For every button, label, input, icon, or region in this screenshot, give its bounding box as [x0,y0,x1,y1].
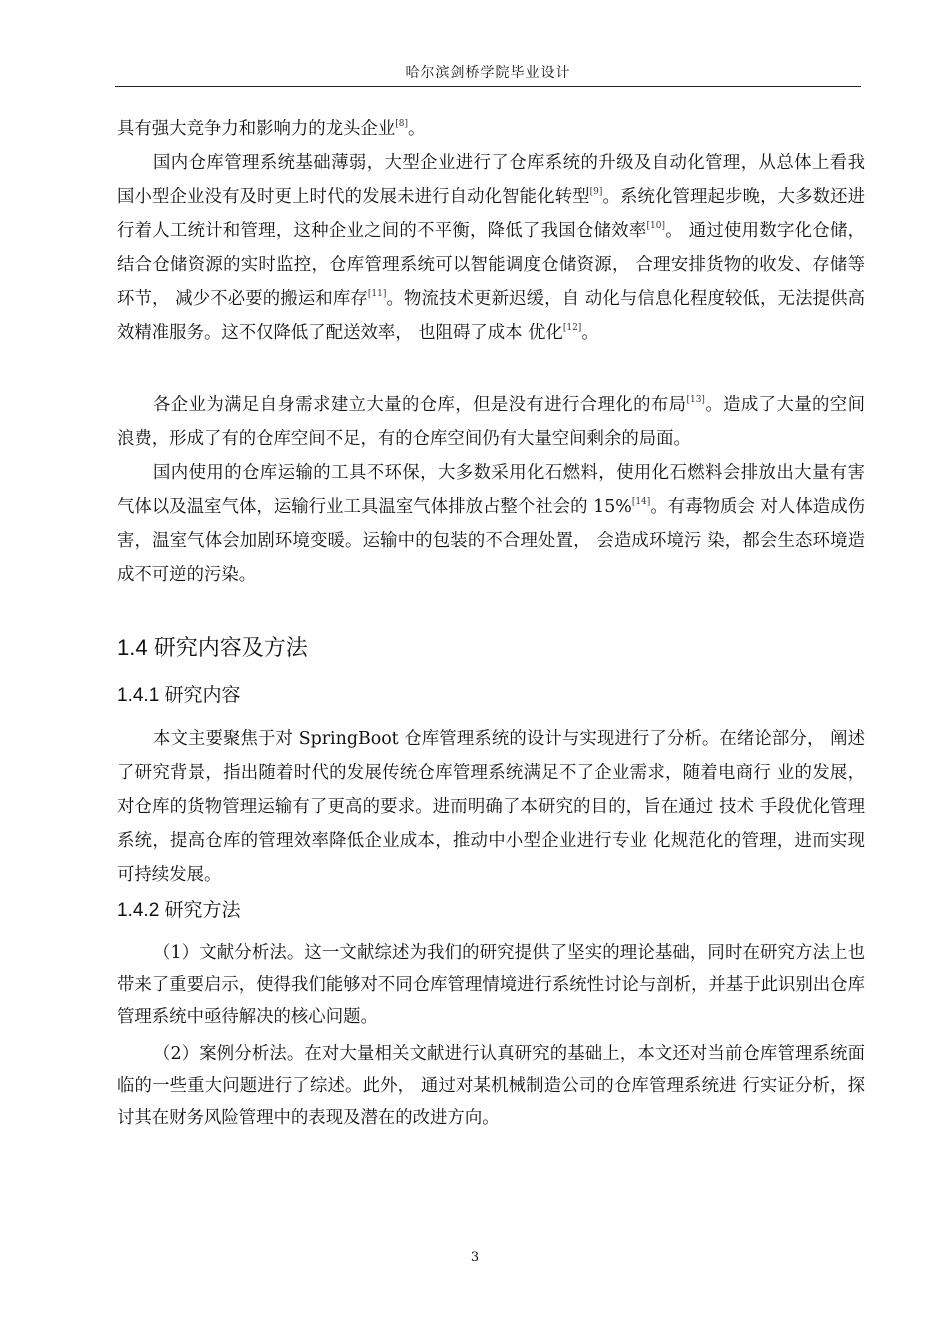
subsection-heading-1-4-1: 1.4.1 研究内容 [117,685,241,706]
header-rule [115,86,861,87]
citation-14: [14] [631,497,651,507]
paragraph-research-content: 本文主要聚焦于对 SpringBoot 仓库管理系统的设计与实现进行了分析。在绪论部分， 阐述了研究背景，指出随着时代的发展传统仓库管理系统满足不了企业需求，随着电商行 业的发展，对仓库的货物管理运输有了更高的要求。进而明确了本研究的目的，旨在通过 技术 手段优化管理系统，提高仓库的管理效率降低企业成本，推动中小型企业进行专业 化规范化的管理，进而实现可持续发展。 [117,729,865,885]
paragraph-method-case: （2）案例分析法。在对大量相关文献进行认真研究的基础上，本文还对当前仓库管理系统面临的一些重大问题进行了综述。此外， 通过对某机械制造公司的仓库管理系统进 行实证分析，探讨其在财务风险管理中的表现及潜在的改进方向。 [117,1044,865,1128]
citation-13: [13] [686,395,705,405]
paragraph-method-literature: （1）文献分析法。这一文献综述为我们的研究提供了坚实的理论基础，同时在研究方法上也带来了重要启示，使得我们能够对不同仓库管理情境进行系统性讨论与剖析，并基于此识别出仓库管理系统中亟待解决的核心问题。 [117,943,865,1027]
subsection-heading-1-4-2: 1.4.2 研究方法 [117,900,241,921]
citation-12: [12] [562,323,582,333]
page-number: 3 [470,1250,480,1265]
running-header: 哈尔滨剑桥学院毕业设计 [405,65,571,81]
citation-9: [9] [589,187,603,197]
section-heading-1-4: 1.4 研究内容及方法 [117,635,308,660]
paragraph-transport-pollution: 国内使用的仓库运输的工具不环保，大多数采用化石燃料，使用化石燃料会排放出大量有害气体以及温室气体，运输行业工具温室气体排放占整个社会的 15%[14]。有毒物质会 对人体造成伤害，温室气体会加剧环境变暖。运输中的包装的不合理处置， 会造成环境污 染，都会生态环境造成不可逆的污染。 [117,463,866,585]
citation-8: [8] [395,119,409,129]
citation-11: [11] [367,289,387,299]
paragraph-layout-issue: 各企业为满足自身需求建立大量的仓库，但是没有进行合理化的布局[13]。造成了大量的空间浪费，形成了有的仓库空间不足，有的仓库空间仍有大量空间剩余的局面。 [117,395,865,449]
paragraph-continuation: 具有强大竞争力和影响力的龙头企业[8]。 [117,119,426,139]
paragraph-warehouse-status: 国内仓库管理系统基础薄弱，大型企业进行了仓库系统的升级及自动化管理，从总体上看我国小型企业没有及时更上时代的发展未进行自动化智能化转型[9]。系统化管理起步晚，大多数还进行着人工统计和管理，这种企业之间的不平衡，降低了我国仓储效率[10]。 通过使用数字化仓储，结合仓储资源的实时监控，仓库管理系统可以智能调度仓储资源， 合理安排货物的收发、存储等环节， 减少不必要的搬运和库存[11]。物流技术更新迟缓，自 动化与信息化程度较低，无法提供高效精准服务。这不仅降低了配送效率， 也阻碍了成本 优化[12]。 [117,153,866,343]
citation-10: [10] [646,221,666,231]
